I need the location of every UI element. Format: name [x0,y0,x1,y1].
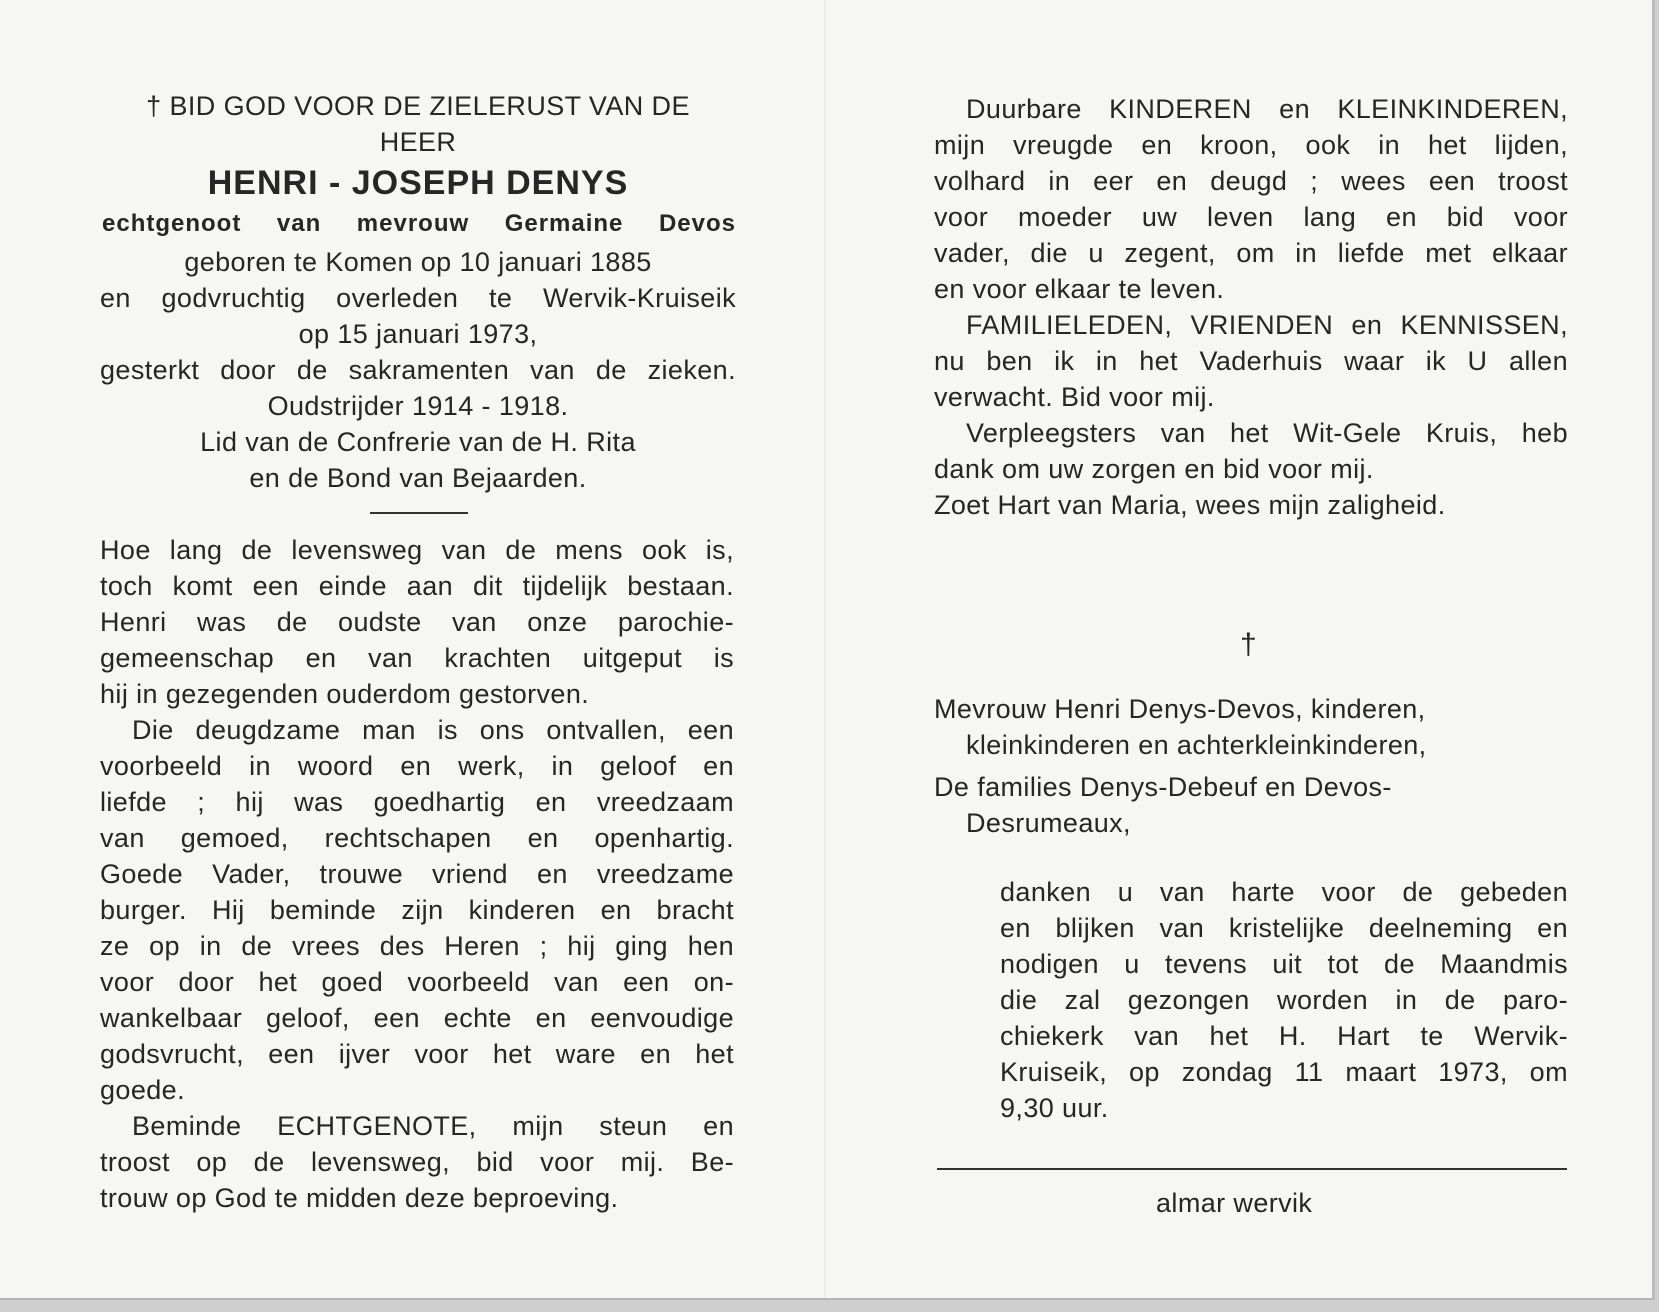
paragraph-line: ze op in de vrees des Heren ; hij ging hen [100,931,734,961]
biography-details [100,244,736,496]
paragraph-line: mijn vreugde en kroon, ook in het lijden, [934,130,1568,160]
paragraph-line: goede. [100,1075,185,1105]
paragraph-line: Zoet Hart van Maria, wees mijn zaligheid. [934,490,1446,520]
thanks-line: nodigen u tevens uit tot de Maandmis [1000,949,1568,979]
header-line: † BID GOD VOOR DE ZIELERUST VAN DE [146,91,690,121]
separator [370,512,468,514]
family-line: Desrumeaux, [966,808,1131,838]
thanks-line: danken u van harte voor de gebeden [1000,877,1568,907]
family-line: Mevrouw Henri Denys-Devos, kinderen, [934,694,1426,724]
paragraph-line: Goede Vader, trouwe vriend en vreedzame [100,859,734,889]
family-line: De families Denys-Debeuf en Devos- [934,772,1392,802]
thanks-line: 9,30 uur. [1000,1093,1109,1123]
paragraph-line: wankelbaar geloof, een echte en eenvoudige [100,1003,734,1033]
cross-icon: † [1240,628,1257,661]
paragraph-line: voorbeeld in woord en werk, in geloof en [100,751,734,781]
left-text [100,532,734,1216]
thanks-line: chiekerk van het H. Hart te Wervik- [1000,1021,1568,1051]
paragraph-line: van gemoed, rechtschapen en openhartig. [100,823,734,853]
paragraph-line: dank om uw zorgen en bid voor mij. [934,454,1374,484]
detail-line: en de Bond van Bejaarden. [249,463,587,493]
thanks-line: Kruiseik, op zondag 11 maart 1973, om [1000,1057,1568,1087]
paragraph-line: Die deugdzame man is ons ontvallen, een [132,715,734,745]
detail-line: en godvruchtig overleden te Wervik-Kruiseik [100,283,736,313]
detail-line: gesterkt door de sakramenten van de zieken. [100,355,736,385]
paragraph-line: volhard in eer en deugd ; wees een troost [934,166,1568,196]
family-line: kleinkinderen en achterkleinkinderen, [966,730,1427,760]
paragraph-line: en voor elkaar te leven. [934,274,1225,304]
paragraph-line: nu ben ik in het Vaderhuis waar ik U allen [934,346,1568,376]
deceased-name: HENRI - JOSEPH DENYS [207,164,629,202]
family-list [934,691,1568,841]
paragraph-line: toch komt een einde aan dit tijdelijk bestaan. [100,571,734,601]
thanks-line: en blijken van kristelijke deelneming en [1000,913,1568,943]
paragraph-line: godsvrucht, een ijver voor het ware en het [100,1039,734,1069]
left-header [100,88,736,496]
detail-line: Lid van de Confrerie van de H. Rita [200,427,636,457]
paragraph-line: vader, die u zegent, om in liefde met elkaar [934,238,1568,268]
bottom-rule [937,1168,1567,1170]
detail-line: Oudstrijder 1914 - 1918. [267,391,569,421]
spouse-line: echtgenoot van mevrouw Germaine Devos [102,210,736,237]
thanks-line: die zal gezongen worden in de paro- [1000,985,1568,1015]
paragraph-line: Hoe lang de levensweg van de mens ook is, [100,535,734,565]
paragraph-line: hij in gezegenden ouderdom gestorven. [100,679,590,709]
paragraph-line: verwacht. Bid voor mij. [934,382,1215,412]
paragraph-line: FAMILIELEDEN, VRIENDEN en KENNISSEN, [966,310,1568,340]
paragraph-line: Duurbare KINDEREN en KLEINKINDEREN, [966,94,1568,124]
detail-line: op 15 januari 1973, [298,319,538,349]
paragraph-line: voor door het goed voorbeeld van een on- [100,967,734,997]
paragraph-line: trouw op God te midden deze beproeving. [100,1183,619,1213]
paragraph-line: voor moeder uw leven lang en bid voor [934,202,1568,232]
printer-name: almar wervik [1156,1188,1313,1218]
paragraph-line: Beminde ECHTGENOTE, mijn steun en [132,1111,734,1141]
paragraph-line: Verpleegsters van het Wit-Gele Kruis, heb [966,418,1568,448]
thanks-text [1000,874,1568,1126]
fold-line [824,0,826,1298]
paragraph-line: troost op de levensweg, bid voor mij. Be- [100,1147,734,1177]
paragraph-line: gemeenschap en van krachten uitgeput is [100,643,734,673]
paragraph-line: Henri was de oudste van onze parochie- [100,607,734,637]
paragraph-line: burger. Hij beminde zijn kinderen en bracht [100,895,734,925]
detail-line: geboren te Komen op 10 januari 1885 [184,247,652,277]
right-text [934,91,1568,523]
paragraph-line: liefde ; hij was goedhartig en vreedzaam [100,787,734,817]
header-line: HEER [379,127,457,157]
